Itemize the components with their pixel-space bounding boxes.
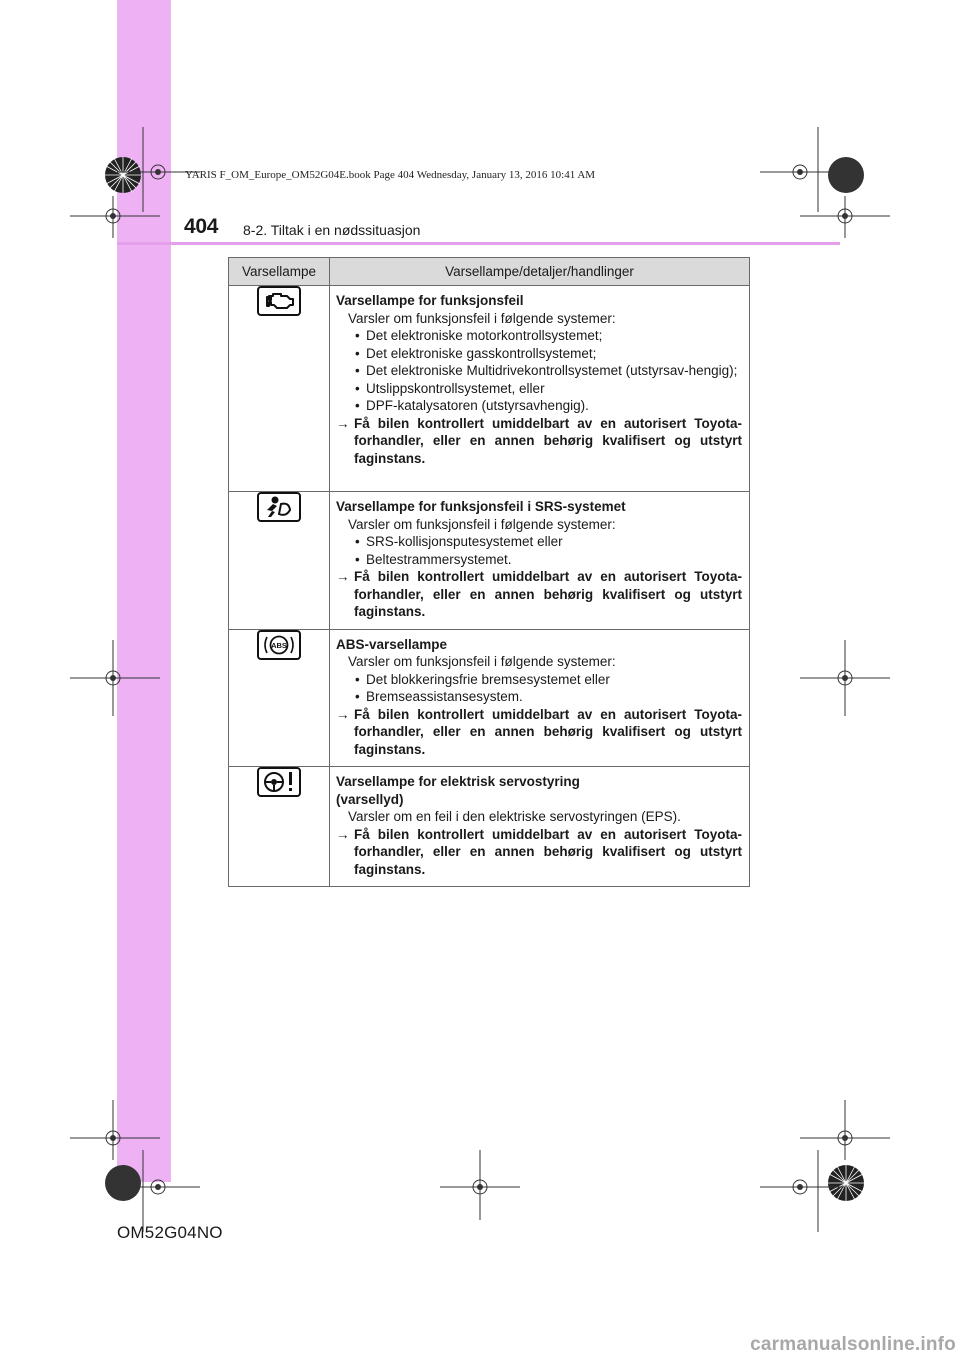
icon-cell (229, 629, 330, 767)
abs-icon (257, 630, 301, 660)
table-row (229, 286, 750, 492)
warning-action (336, 826, 742, 879)
list-item: • Det elektroniske motorkontrollsystemet; (336, 327, 742, 345)
details-cell (330, 492, 750, 630)
icon-cell (229, 767, 330, 887)
warning-title: Varsellampe for elektrisk servostyring (varsellyd) (336, 774, 580, 807)
warning-action (336, 568, 742, 621)
watermark: carmanualsonline.info (750, 1334, 956, 1355)
icon-cell (229, 492, 330, 630)
check-engine-icon (257, 286, 301, 316)
list-item: • Utslippskontrollsystemet, eller (336, 380, 742, 398)
column-header-warning-light: Varsellampe (229, 258, 330, 286)
action-text: Få bilen kontrollert umiddelbart av en autorisert Toyota-forhandler, eller en annen behørig kvalifisert og utstyrt faginstans. (354, 569, 742, 619)
action-text: Få bilen kontrollert umiddelbart av en autorisert Toyota-forhandler, eller en annen behørig kvalifisert og utstyrt faginstans. (354, 706, 742, 757)
warning-bullet-list (336, 671, 742, 706)
warning-title: Varsellampe for funksjonsfeil (336, 293, 524, 308)
list-item: • Beltestrammersystemet. (336, 551, 742, 569)
warning-intro: Varsler om funksjonsfeil i følgende systemer: (348, 516, 616, 532)
warning-light-table (228, 257, 750, 887)
section-title: 8-2. Tiltak i en nødssituasjon (243, 222, 421, 238)
book-info-line: YARIS F_OM_Europe_OM52G04E.book Page 404 Wednesday, January 13, 2016 10:41 AM (185, 169, 596, 181)
details-cell (330, 629, 750, 767)
arrow-icon: → (336, 706, 350, 722)
warning-bullet-list (336, 327, 742, 415)
arrow-icon: → (336, 415, 350, 431)
warning-action (336, 415, 742, 468)
abs-icon-label: ABS (271, 640, 287, 650)
table-row (229, 767, 750, 887)
table-header-row (229, 258, 750, 286)
warning-action (336, 706, 742, 759)
warning-intro: Varsler om funksjonsfeil i følgende systemer: (348, 654, 616, 669)
warning-bullet-list (336, 533, 742, 568)
list-item: • Det blokkeringsfrie bremsesystemet eller (336, 671, 742, 689)
power-steering-icon (257, 767, 301, 797)
arrow-icon: → (336, 569, 350, 584)
arrow-icon: → (336, 826, 350, 842)
page-number: 404 (184, 215, 219, 238)
warning-intro: Varsler om en feil i den elektriske servostyringen (EPS). (348, 809, 681, 824)
table-row (229, 629, 750, 767)
srs-airbag-icon (257, 492, 301, 522)
list-item: • SRS-kollisjonsputesystemet eller (336, 533, 742, 551)
details-cell (330, 767, 750, 887)
action-text: Få bilen kontrollert umiddelbart av en autorisert Toyota-forhandler, eller en annen behørig kvalifisert og utstyrt faginstans. (354, 826, 742, 877)
list-item: • DPF-katalysatoren (utstyrsavhengig). (336, 397, 742, 415)
list-item: • Det elektroniske gasskontrollsystemet; (336, 345, 742, 363)
document-code: OM52G04NO (117, 1223, 223, 1242)
warning-title: Varsellampe for funksjonsfeil i SRS-systemet (336, 499, 626, 514)
icon-cell (229, 286, 330, 492)
list-item: • Det elektroniske Multidrivekontrollsystemet (utstyrsav-hengig); (336, 362, 742, 380)
warning-title: ABS-varsellampe (336, 636, 448, 652)
column-header-details: Varsellampe/detaljer/handlinger (330, 258, 750, 286)
action-text: Få bilen kontrollert umiddelbart av en autorisert Toyota-forhandler, eller en annen behørig kvalifisert og utstyrt faginstans. (354, 415, 742, 466)
details-cell (330, 286, 750, 492)
table-row (229, 492, 750, 630)
list-item: • Bremseassistansesystem. (336, 688, 742, 706)
warning-intro: Varsler om funksjonsfeil i følgende systemer: (348, 310, 616, 326)
